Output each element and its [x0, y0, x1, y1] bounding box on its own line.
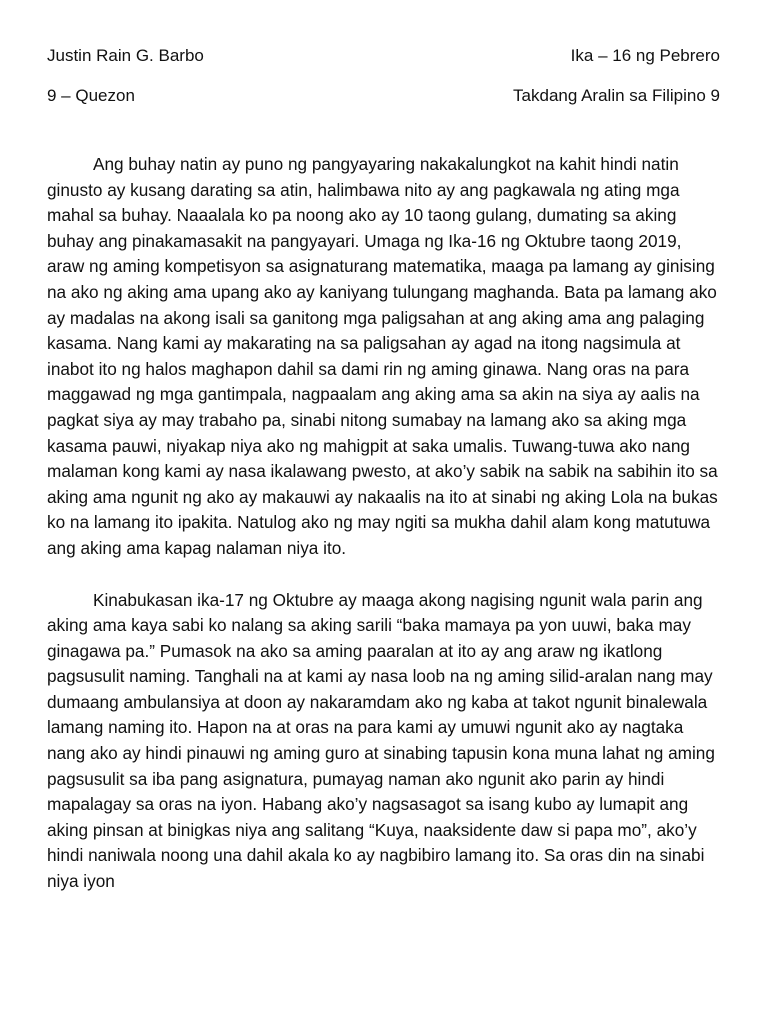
- paragraph-1: [47, 152, 720, 562]
- assignment-title: Takdang Aralin sa Filipino 9: [513, 86, 720, 105]
- document-date: Ika – 16 ng Pebrero: [570, 46, 720, 65]
- student-section: 9 – Quezon: [47, 86, 135, 105]
- student-name: Justin Rain G. Barbo: [47, 46, 204, 65]
- paragraph-2: [47, 588, 720, 895]
- header-row-2: [47, 84, 720, 108]
- paragraph-2-text: Kinabukasan ika-17 ng Oktubre ay maaga akong nagising ngunit wala parin ang aking ama kaya sabi ko nalang sa aking sarili “baka mamaya pa yon uuwi, baka may ginagawa pa.” Pumasok na ako sa aming paaralan at ito ay ang araw ng ikatlong pagsusulit naming. Tanghali na at kami ay nasa loob na ng aming silid-aralan nang may dumaang ambulansiya at doon ay nakaramdam ako ng kaba at takot ngunit binalewala lamang naming ito. Hapon na at oras na para kami ay umuwi ngunit ako ay nagtaka nang ako ay hindi pinauwi ng aming guro at sinabing tapusin kona muna lahat ng aming pagsusulit sa iba pang asignatura, pumayag naman ako ngunit ako parin ay hindi mapalagay sa oras na iyon. Habang ako’y nagsasagot sa isang kubo ay lumapit ang aking pinsan at binigkas niya ang salitang “Kuya, naaksidente daw si papa mo”, ako’y hindi naniwala noong una dahil akala ko ay nagbibiro lamang ito. Sa oras din na sinabi niya iyon: [47, 589, 715, 892]
- header-row-1: [47, 44, 720, 68]
- paragraph-1-text: Ang buhay natin ay puno ng pangyayaring nakakalungkot na kahit hindi natin ginusto ay kusang darating sa atin, halimbawa nito ay ang pagkawala ng ating mga mahal sa buhay. Naaalala ko pa noong ako ay 10 taong gulang, dumating sa aking buhay ang pinakamasakit na pangyayari. Umaga ng Ika-16 ng Oktubre taong 2019, araw ng aming kompetisyon sa asignaturang matematika, maaga pa lamang ay ginising na ako ng aking ama upang ako ay kaniyang tulungang maghanda. Bata pa lamang ako ay madalas na akong isali sa ganitong mga paligsahan at ang aking ama ang palaging kasama. Nang kami ay makarating na sa paligsahan ay agad na itong nagsimula at inabot ito ng halos maghapon dahil sa dami rin ng aming ginawa. Nang oras na para maggawad ng mga gantimpala, nagpaalam ang aking ama sa akin na siya ay aalis na pagkat siya ay may trabaho pa, sinabi nitong sumabay na lamang ako sa aking mga kasama pauwi, niyakap niya ako ng mahigpit at saka umalis. Tuwang-tuwa ako nang malaman kong kami ay nasa ikalawang pwesto, at ako’y sabik na sabik na sabihin ito sa aking ama ngunit ng ako ay makauwi ay nakaalis na ito at sinabi ng aking Lola na bukas ko na lamang ito ipakita. Natulog ako ng may ngiti sa mukha dahil alam kong matutuwa ang aking ama kapag nalaman niya ito.: [47, 154, 718, 558]
